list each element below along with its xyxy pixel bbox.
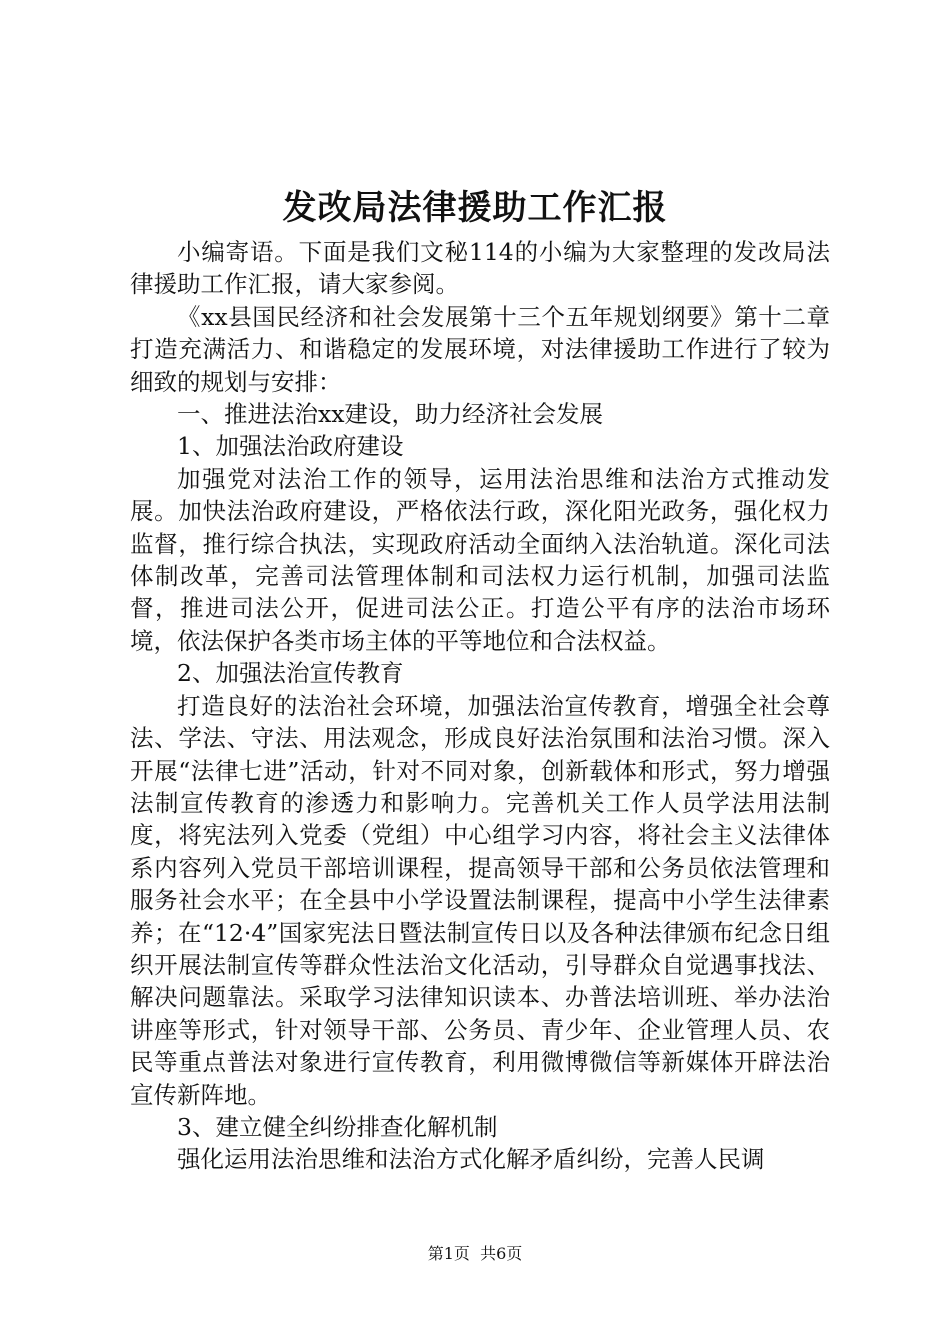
- subheading-3: 3、建立健全纠纷排查化解机制: [177, 1112, 498, 1141]
- body-paragraph-3: 强化运用法治思维和法治方式化解矛盾纠纷，完善人民调: [177, 1145, 765, 1174]
- intro-paragraph: 小编寄语。下面是我们文秘114的小编为大家整理的发改局法律援助工作汇报，请大家参阅。: [130, 238, 830, 299]
- subheading-1: 1、加强法治政府建设: [177, 432, 404, 461]
- body-paragraph-2: 打造良好的法治社会环境，加强法治宣传教育，增强全社会尊法、学法、守法、用法观念，形成良好法治氛围和法治习惯。深入开展“法律七进”活动，针对不同对象，创新载体和形式，努力增强法制宣传教育的渗透力和影响力。完善机关工作人员学法用法制度，将宪法列入党委（党组）中心组学习内容，将社会主义法律体系内容列入党员干部培训课程，提高领导干部和公务员依法管理和服务社会水平；在全县中小学设置法制课程，提高中小学生法律素养；在“12·4”国家宪法日暨法制宣传日以及各种法律颁布纪念日组织开展法制宣传等群众性法治文化活动，引导群众自觉遇事找法、解决问题靠法。采取学习法律知识读本、办普法培训班、举办法治讲座等形式，针对领导干部、公务员、青少年、企业管理人员、农民等重点普法对象进行宣传教育，利用微博微信等新媒体开辟法治宣传新阵地。: [130, 691, 830, 1109]
- document-title: 发改局法律援助工作汇报: [282, 188, 668, 228]
- section-heading-1: 一、推进法治xx建设，助力经济社会发展: [177, 400, 604, 429]
- plan-paragraph: 《xx县国民经济和社会发展第十三个五年规划纲要》第十二章打造充满活力、和谐稳定的发展环境，对法律援助工作进行了较为细致的规划与安排：: [130, 302, 830, 396]
- body-paragraph-1: 加强党对法治工作的领导，运用法治思维和法治方式推动发展。加快法治政府建设，严格依法行政，深化阳光政务，强化权力监督，推行综合执法，实现政府活动全面纳入法治轨道。深化司法体制改革，完善司法管理体制和司法权力运行机制，加强司法监督，推进司法公开，促进司法公正。打造公平有序的法治市场环境，依法保护各类市场主体的平等地位和合法权益。: [130, 464, 830, 655]
- subheading-2: 2、加强法治宣传教育: [177, 659, 404, 688]
- page-footer: 第1页 共6页: [427, 1244, 523, 1263]
- document-body: [130, 236, 830, 1176]
